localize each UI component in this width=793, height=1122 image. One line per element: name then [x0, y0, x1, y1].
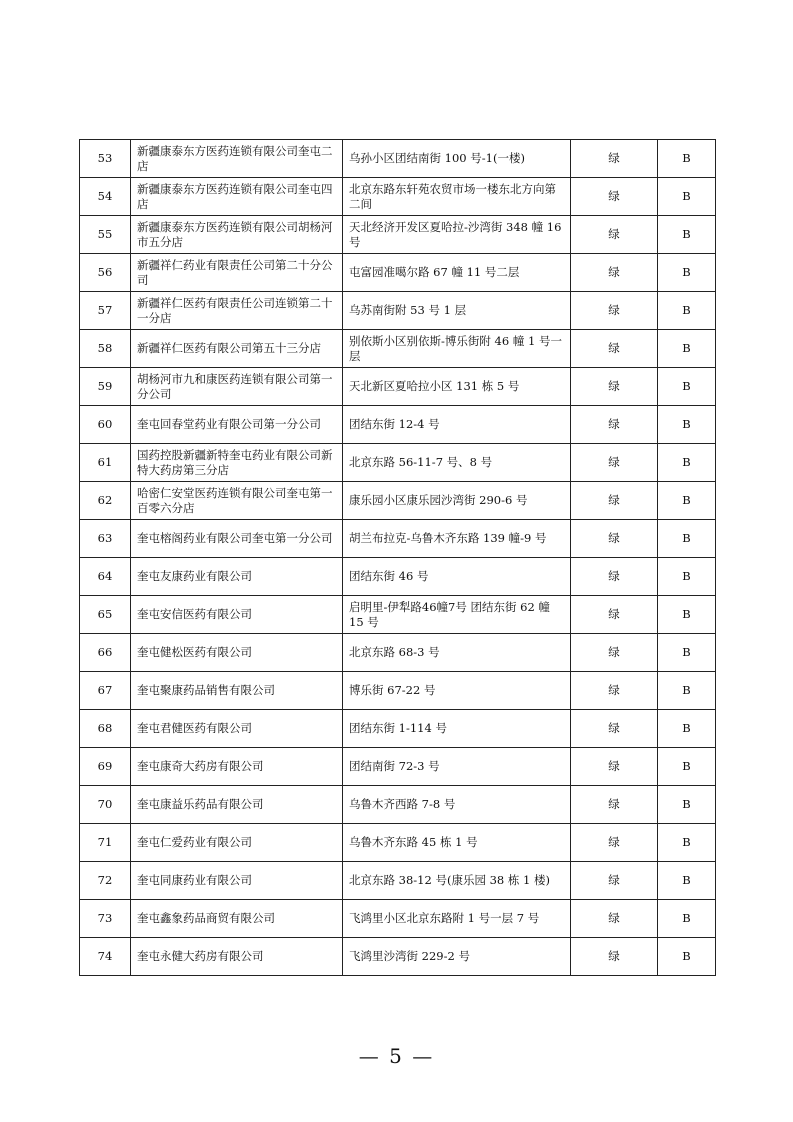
- table-row: [80, 900, 716, 938]
- credit-grade: B: [658, 254, 716, 292]
- credit-grade: B: [658, 900, 716, 938]
- pharmacy-name: 奎屯聚康药品销售有限公司: [131, 672, 343, 710]
- pharmacy-name: 新疆祥仁医药有限公司第五十三分店: [131, 330, 343, 368]
- pharmacy-address: 团结东街 12-4 号: [343, 406, 571, 444]
- row-number: 71: [80, 824, 131, 862]
- color-code: 绿: [571, 748, 658, 786]
- row-number: 68: [80, 710, 131, 748]
- pharmacy-name: 新疆祥仁药业有限责任公司第二十分公司: [131, 254, 343, 292]
- pharmacy-name: 奎屯康奇大药房有限公司: [131, 748, 343, 786]
- pharmacy-name: 哈密仁安堂医药连锁有限公司奎屯第一百零六分店: [131, 482, 343, 520]
- color-code: 绿: [571, 938, 658, 976]
- row-number: 57: [80, 292, 131, 330]
- row-number: 70: [80, 786, 131, 824]
- pharmacy-address: 乌鲁木齐西路 7-8 号: [343, 786, 571, 824]
- credit-grade: B: [658, 596, 716, 634]
- color-code: 绿: [571, 558, 658, 596]
- pharmacy-address: 北京东路东轩苑农贸市场一楼东北方向第二间: [343, 178, 571, 216]
- color-code: 绿: [571, 862, 658, 900]
- row-number: 59: [80, 368, 131, 406]
- credit-grade: B: [658, 216, 716, 254]
- table-row: [80, 710, 716, 748]
- row-number: 63: [80, 520, 131, 558]
- table-row: [80, 748, 716, 786]
- page-number: — 5 —: [358, 1044, 435, 1068]
- credit-grade: B: [658, 938, 716, 976]
- pharmacy-name: 奎屯鑫象药品商贸有限公司: [131, 900, 343, 938]
- color-code: 绿: [571, 634, 658, 672]
- color-code: 绿: [571, 444, 658, 482]
- credit-grade: B: [658, 330, 716, 368]
- pharmacy-address: 乌鲁木齐东路 45 栋 1 号: [343, 824, 571, 862]
- color-code: 绿: [571, 482, 658, 520]
- pharmacy-address: 屯富园准噶尔路 67 幢 11 号二层: [343, 254, 571, 292]
- credit-grade: B: [658, 520, 716, 558]
- table-row: [80, 938, 716, 976]
- row-number: 65: [80, 596, 131, 634]
- color-code: 绿: [571, 900, 658, 938]
- row-number: 62: [80, 482, 131, 520]
- credit-grade: B: [658, 786, 716, 824]
- pharmacy-name: 奎屯健松医药有限公司: [131, 634, 343, 672]
- table-row: [80, 330, 716, 368]
- credit-grade: B: [658, 406, 716, 444]
- credit-grade: B: [658, 444, 716, 482]
- pharmacy-address: 天北新区夏哈拉小区 131 栋 5 号: [343, 368, 571, 406]
- credit-grade: B: [658, 862, 716, 900]
- pharmacy-name: 奎屯君健医药有限公司: [131, 710, 343, 748]
- pharmacy-address: 团结南街 72-3 号: [343, 748, 571, 786]
- color-code: 绿: [571, 824, 658, 862]
- credit-grade: B: [658, 824, 716, 862]
- pharmacy-address: 胡兰布拉克-乌鲁木齐东路 139 幢-9 号: [343, 520, 571, 558]
- credit-grade: B: [658, 292, 716, 330]
- pharmacy-address: 北京东路 38-12 号(康乐园 38 栋 1 楼): [343, 862, 571, 900]
- pharmacy-address: 康乐园小区康乐园沙湾街 290-6 号: [343, 482, 571, 520]
- pharmacy-address: 乌孙小区团结南街 100 号-1(一楼): [343, 140, 571, 178]
- table-row: [80, 596, 716, 634]
- credit-grade: B: [658, 482, 716, 520]
- pharmacy-name: 奎屯安信医药有限公司: [131, 596, 343, 634]
- table-row: [80, 368, 716, 406]
- color-code: 绿: [571, 406, 658, 444]
- pharmacy-name: 奎屯回春堂药业有限公司第一分公司: [131, 406, 343, 444]
- row-number: 58: [80, 330, 131, 368]
- table-row: [80, 140, 716, 178]
- pharmacy-address: 别依斯小区别依斯-博乐街附 46 幢 1 号一层: [343, 330, 571, 368]
- credit-grade: B: [658, 368, 716, 406]
- color-code: 绿: [571, 178, 658, 216]
- table-row: [80, 292, 716, 330]
- table-row: [80, 672, 716, 710]
- pharmacy-name: 新疆祥仁医药有限责任公司连锁第二十一分店: [131, 292, 343, 330]
- row-number: 69: [80, 748, 131, 786]
- pharmacy-name: 新疆康泰东方医药连锁有限公司胡杨河市五分店: [131, 216, 343, 254]
- credit-grade: B: [658, 634, 716, 672]
- pharmacy-address: 北京东路 56-11-7 号、8 号: [343, 444, 571, 482]
- color-code: 绿: [571, 254, 658, 292]
- table-body: [80, 140, 716, 976]
- color-code: 绿: [571, 520, 658, 558]
- row-number: 55: [80, 216, 131, 254]
- pharmacy-name: 奎屯仁爱药业有限公司: [131, 824, 343, 862]
- row-number: 66: [80, 634, 131, 672]
- table-row: [80, 406, 716, 444]
- table-row: [80, 862, 716, 900]
- row-number: 54: [80, 178, 131, 216]
- credit-grade: B: [658, 558, 716, 596]
- table-row: [80, 444, 716, 482]
- color-code: 绿: [571, 140, 658, 178]
- table-row: [80, 786, 716, 824]
- pharmacy-name: 奎屯同康药业有限公司: [131, 862, 343, 900]
- pharmacy-name: 新疆康泰东方医药连锁有限公司奎屯四店: [131, 178, 343, 216]
- pharmacy-table: [79, 139, 716, 976]
- pharmacy-name: 胡杨河市九和康医药连锁有限公司第一分公司: [131, 368, 343, 406]
- row-number: 74: [80, 938, 131, 976]
- color-code: 绿: [571, 786, 658, 824]
- pharmacy-name: 奎屯康益乐药品有限公司: [131, 786, 343, 824]
- table-row: [80, 216, 716, 254]
- row-number: 56: [80, 254, 131, 292]
- row-number: 67: [80, 672, 131, 710]
- table-row: [80, 254, 716, 292]
- pharmacy-address: 飞鸿里沙湾街 229-2 号: [343, 938, 571, 976]
- credit-grade: B: [658, 710, 716, 748]
- row-number: 64: [80, 558, 131, 596]
- credit-grade: B: [658, 178, 716, 216]
- pharmacy-address: 团结东街 1-114 号: [343, 710, 571, 748]
- color-code: 绿: [571, 330, 658, 368]
- pharmacy-name: 奎屯永健大药房有限公司: [131, 938, 343, 976]
- pharmacy-address: 启明里-伊犁路46幢7号 团结东街 62 幢 15 号: [343, 596, 571, 634]
- color-code: 绿: [571, 292, 658, 330]
- row-number: 60: [80, 406, 131, 444]
- pharmacy-address: 北京东路 68-3 号: [343, 634, 571, 672]
- color-code: 绿: [571, 672, 658, 710]
- credit-grade: B: [658, 672, 716, 710]
- row-number: 53: [80, 140, 131, 178]
- color-code: 绿: [571, 216, 658, 254]
- row-number: 72: [80, 862, 131, 900]
- row-number: 73: [80, 900, 131, 938]
- row-number: 61: [80, 444, 131, 482]
- pharmacy-address: 博乐街 67-22 号: [343, 672, 571, 710]
- table-row: [80, 634, 716, 672]
- table-row: [80, 558, 716, 596]
- pharmacy-name: 奎屯友康药业有限公司: [131, 558, 343, 596]
- pharmacy-name: 奎屯榕阁药业有限公司奎屯第一分公司: [131, 520, 343, 558]
- credit-grade: B: [658, 140, 716, 178]
- table-row: [80, 482, 716, 520]
- pharmacy-address: 乌苏南街附 53 号 1 层: [343, 292, 571, 330]
- pharmacy-name: 国药控股新疆新特奎屯药业有限公司新特大药房第三分店: [131, 444, 343, 482]
- color-code: 绿: [571, 710, 658, 748]
- pharmacy-address: 飞鸿里小区北京东路附 1 号一层 7 号: [343, 900, 571, 938]
- credit-grade: B: [658, 748, 716, 786]
- color-code: 绿: [571, 368, 658, 406]
- table-row: [80, 824, 716, 862]
- pharmacy-address: 团结东街 46 号: [343, 558, 571, 596]
- table-row: [80, 520, 716, 558]
- table-row: [80, 178, 716, 216]
- pharmacy-address: 天北经济开发区夏哈拉-沙湾街 348 幢 16 号: [343, 216, 571, 254]
- color-code: 绿: [571, 596, 658, 634]
- pharmacy-name: 新疆康泰东方医药连锁有限公司奎屯二店: [131, 140, 343, 178]
